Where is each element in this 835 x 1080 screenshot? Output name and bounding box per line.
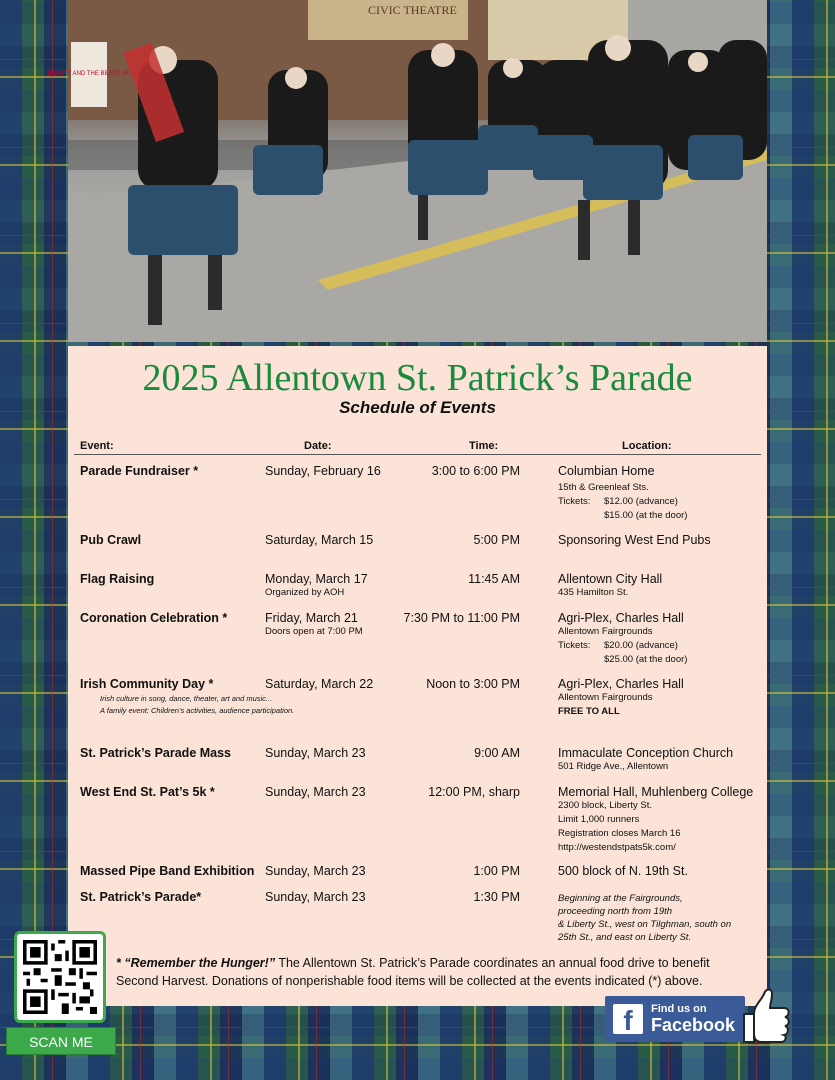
ticket-price-door: $15.00 (at the door) <box>604 510 688 521</box>
event-time: 5:00 PM <box>473 533 520 547</box>
header-divider <box>74 454 761 455</box>
event-location <box>558 611 687 667</box>
event-note: Irish culture in song, dance, theater, art and music... <box>100 694 273 703</box>
route-line: proceeding north from 19th <box>558 906 673 917</box>
event-name: Parade Fundraiser * <box>80 464 199 478</box>
location-detail: 501 Ridge Ave., Allentown <box>558 761 669 772</box>
event-location <box>558 746 733 774</box>
route-line: Beginning at the Fairgrounds, <box>558 893 683 904</box>
date-note: Organized by AOH <box>265 587 345 598</box>
tickets-label: Tickets: <box>558 640 591 651</box>
location-detail: 15th & Greenleaf Sts. <box>558 482 649 493</box>
food-drive-note <box>116 954 736 990</box>
scan-me-label[interactable]: SCAN ME <box>6 1027 116 1055</box>
note-star: * <box>116 956 121 970</box>
event-date-block <box>265 572 368 600</box>
event-time: 9:00 AM <box>474 746 520 760</box>
location-name: Memorial Hall, Muhlenberg College <box>558 785 754 799</box>
event-time: 3:00 to 6:00 PM <box>431 464 520 478</box>
location-detail: 2300 block, Liberty St. <box>558 800 652 811</box>
event-date: Friday, March 21 <box>265 611 358 625</box>
pipe-band-illustration <box>47 0 767 342</box>
note-quote: “Remember the Hunger!” <box>124 956 276 970</box>
event-name: West End St. Pat’s 5k * <box>80 785 215 799</box>
ticket-price-advance: $20.00 (advance) <box>604 640 678 651</box>
location-detail: Registration closes March 16 <box>558 828 681 839</box>
event-time: 11:45 AM <box>468 572 520 586</box>
facebook-f-icon: f <box>613 1004 643 1034</box>
event-name: Massed Pipe Band Exhibition <box>80 864 255 878</box>
qr-code[interactable] <box>14 931 106 1023</box>
page-title: 2025 Allentown St. Patrick’s Parade <box>142 357 693 399</box>
note-text: The Allentown St. Patrick’s Parade coordinates an annual food drive to benefit Second Harvest. Donations of nonperishable food items will be collected at the events indicated (*) above. <box>116 956 710 988</box>
location-name: Agri-Plex, Charles Hall <box>558 611 684 625</box>
header-date: Date: <box>304 440 332 452</box>
event-date: Saturday, March 15 <box>265 533 374 547</box>
event-name: St. Patrick’s Parade* <box>80 890 202 904</box>
thumbs-up-icon <box>740 984 794 1046</box>
ticket-line <box>558 495 687 509</box>
event-date: Sunday, March 23 <box>265 864 366 878</box>
theatre-sign: CIVIC THEATRE <box>368 3 457 17</box>
event-note: A family event: Children’s activities, audience participation. <box>100 706 295 715</box>
event-location: Sponsoring West End Pubs <box>558 533 711 547</box>
event-name: Coronation Celebration * <box>80 611 228 625</box>
poster-sign: BEAUTY AND THE BEAST JR. <box>47 71 131 77</box>
header-time: Time: <box>469 440 499 452</box>
free-label: FREE TO ALL <box>558 706 620 717</box>
location-name: Allentown City Hall <box>558 572 663 586</box>
location-detail: Limit 1,000 runners <box>558 814 640 825</box>
event-date: Monday, March 17 <box>265 572 368 586</box>
event-time: 7:30 PM to 11:00 PM <box>403 611 520 625</box>
page-subtitle: Schedule of Events <box>339 398 496 417</box>
ticket-price-advance: $12.00 (advance) <box>604 496 678 507</box>
location-detail: Allentown Fairgrounds <box>558 692 653 703</box>
parade-photo <box>47 0 767 342</box>
event-name: Irish Community Day * <box>80 677 214 691</box>
date-note: Doors open at 7:00 PM <box>265 626 363 637</box>
location-name: Agri-Plex, Charles Hall <box>558 677 684 691</box>
event-location <box>558 785 753 855</box>
event-date: Sunday, March 23 <box>265 746 366 760</box>
event-time: 1:00 PM <box>473 864 520 878</box>
event-time: 12:00 PM, sharp <box>428 785 520 799</box>
event-name: Pub Crawl <box>80 533 142 547</box>
event-name-block <box>80 677 294 717</box>
location-detail: Allentown Fairgrounds <box>558 626 653 637</box>
ticket-price-door: $25.00 (at the door) <box>604 654 688 665</box>
location-name: Columbian Home <box>558 464 655 478</box>
location-name: Immaculate Conception Church <box>558 746 734 760</box>
header-location: Location: <box>622 440 672 452</box>
parade-route <box>558 892 731 944</box>
schedule-panel <box>68 346 767 1006</box>
facebook-big-text: Facebook <box>651 1015 736 1035</box>
event-date-block <box>265 611 363 639</box>
event-location <box>558 572 662 600</box>
tickets-label: Tickets: <box>558 496 591 507</box>
event-name: St. Patrick’s Parade Mass <box>80 746 232 760</box>
event-name: Flag Raising <box>80 572 155 586</box>
header-event: Event: <box>80 440 114 452</box>
location-detail: 435 Hamilton St. <box>558 587 629 598</box>
event-time: 1:30 PM <box>473 890 520 904</box>
event-location: 500 block of N. 19th St. <box>558 864 688 878</box>
event-location <box>558 677 684 719</box>
route-line: & Liberty St., west on Tilghman, south on <box>558 919 732 930</box>
facebook-small-text: Find us on <box>651 1003 707 1015</box>
event-time: Noon to 3:00 PM <box>426 677 520 691</box>
qr-code-icon <box>23 940 97 1014</box>
event-location <box>558 464 687 523</box>
facebook-link[interactable] <box>605 996 745 1042</box>
ticket-line <box>558 639 687 653</box>
event-date: Sunday, February 16 <box>265 464 381 478</box>
event-date: Sunday, March 23 <box>265 785 366 799</box>
event-date: Saturday, March 22 <box>265 677 374 691</box>
route-line: 25th St., and east on Liberty St. <box>558 932 692 943</box>
event-date: Sunday, March 23 <box>265 890 366 904</box>
race-website-link[interactable]: http://westendstpats5k.com/ <box>558 842 676 853</box>
